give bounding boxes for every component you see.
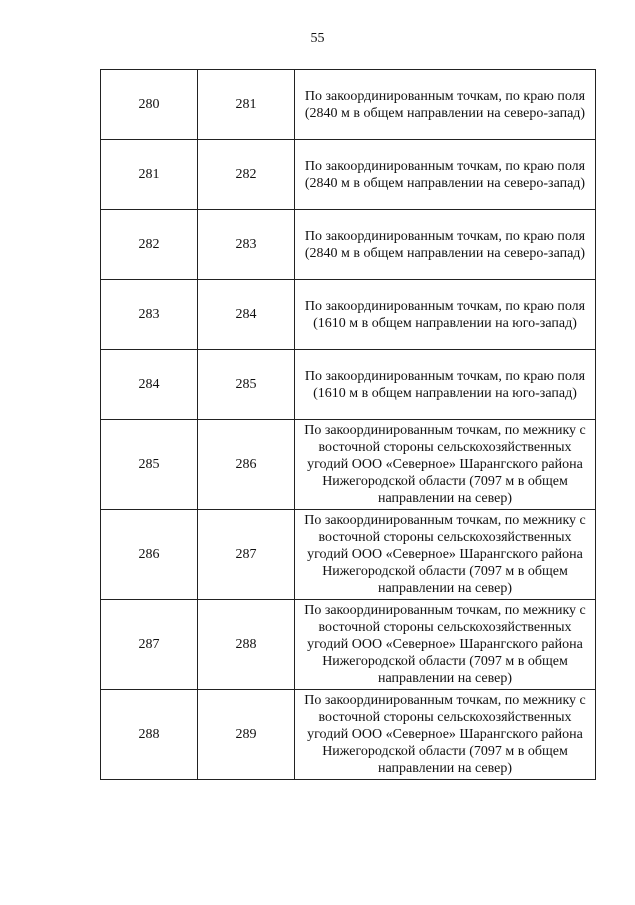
- point-from: 283: [101, 280, 198, 350]
- segment-description: По закоординированным точкам, по межнику с восточной стороны сельскохозяйственных угодий ООО «Северное» Шарангского района Нижегородской области (7097 м в общем направлении на север): [295, 420, 596, 510]
- table-row: [101, 280, 596, 350]
- segment-description: По закоординированным точкам, по межнику с восточной стороны сельскохозяйственных угодий ООО «Северное» Шарангского района Нижегородской области (7097 м в общем направлении на север): [295, 510, 596, 600]
- segment-description: По закоординированным точкам, по межнику с восточной стороны сельскохозяйственных угодий ООО «Северное» Шарангского района Нижегородской области (7097 м в общем направлении на север): [295, 600, 596, 690]
- segment-description: По закоординированным точкам, по краю поля (2840 м в общем направлении на северо-запад): [295, 140, 596, 210]
- segment-description: По закоординированным точкам, по краю поля (1610 м в общем направлении на юго-запад): [295, 280, 596, 350]
- table-row: [101, 210, 596, 280]
- point-from: 280: [101, 70, 198, 140]
- segment-description: По закоординированным точкам, по краю поля (1610 м в общем направлении на юго-запад): [295, 350, 596, 420]
- segment-description: По закоординированным точкам, по краю поля (2840 м в общем направлении на северо-запад): [295, 70, 596, 140]
- table-row: [101, 350, 596, 420]
- point-to: 286: [198, 420, 295, 510]
- point-to: 288: [198, 600, 295, 690]
- point-from: 281: [101, 140, 198, 210]
- point-to: 287: [198, 510, 295, 600]
- table-row: [101, 70, 596, 140]
- segment-description: По закоординированным точкам, по краю поля (2840 м в общем направлении на северо-запад): [295, 210, 596, 280]
- point-to: 289: [198, 690, 295, 780]
- point-from: 284: [101, 350, 198, 420]
- table-row: [101, 140, 596, 210]
- point-to: 282: [198, 140, 295, 210]
- table-row: [101, 690, 596, 780]
- point-from: 286: [101, 510, 198, 600]
- table-row: [101, 600, 596, 690]
- point-from: 288: [101, 690, 198, 780]
- boundary-table: [100, 69, 596, 780]
- table-row: [101, 420, 596, 510]
- table-row: [101, 510, 596, 600]
- point-from: 287: [101, 600, 198, 690]
- point-to: 284: [198, 280, 295, 350]
- segment-description: По закоординированным точкам, по межнику с восточной стороны сельскохозяйственных угодий ООО «Северное» Шарангского района Нижегородской области (7097 м в общем направлении на север): [295, 690, 596, 780]
- point-to: 285: [198, 350, 295, 420]
- point-from: 285: [101, 420, 198, 510]
- point-to: 281: [198, 70, 295, 140]
- point-from: 282: [101, 210, 198, 280]
- page-number: 55: [310, 31, 325, 46]
- point-to: 283: [198, 210, 295, 280]
